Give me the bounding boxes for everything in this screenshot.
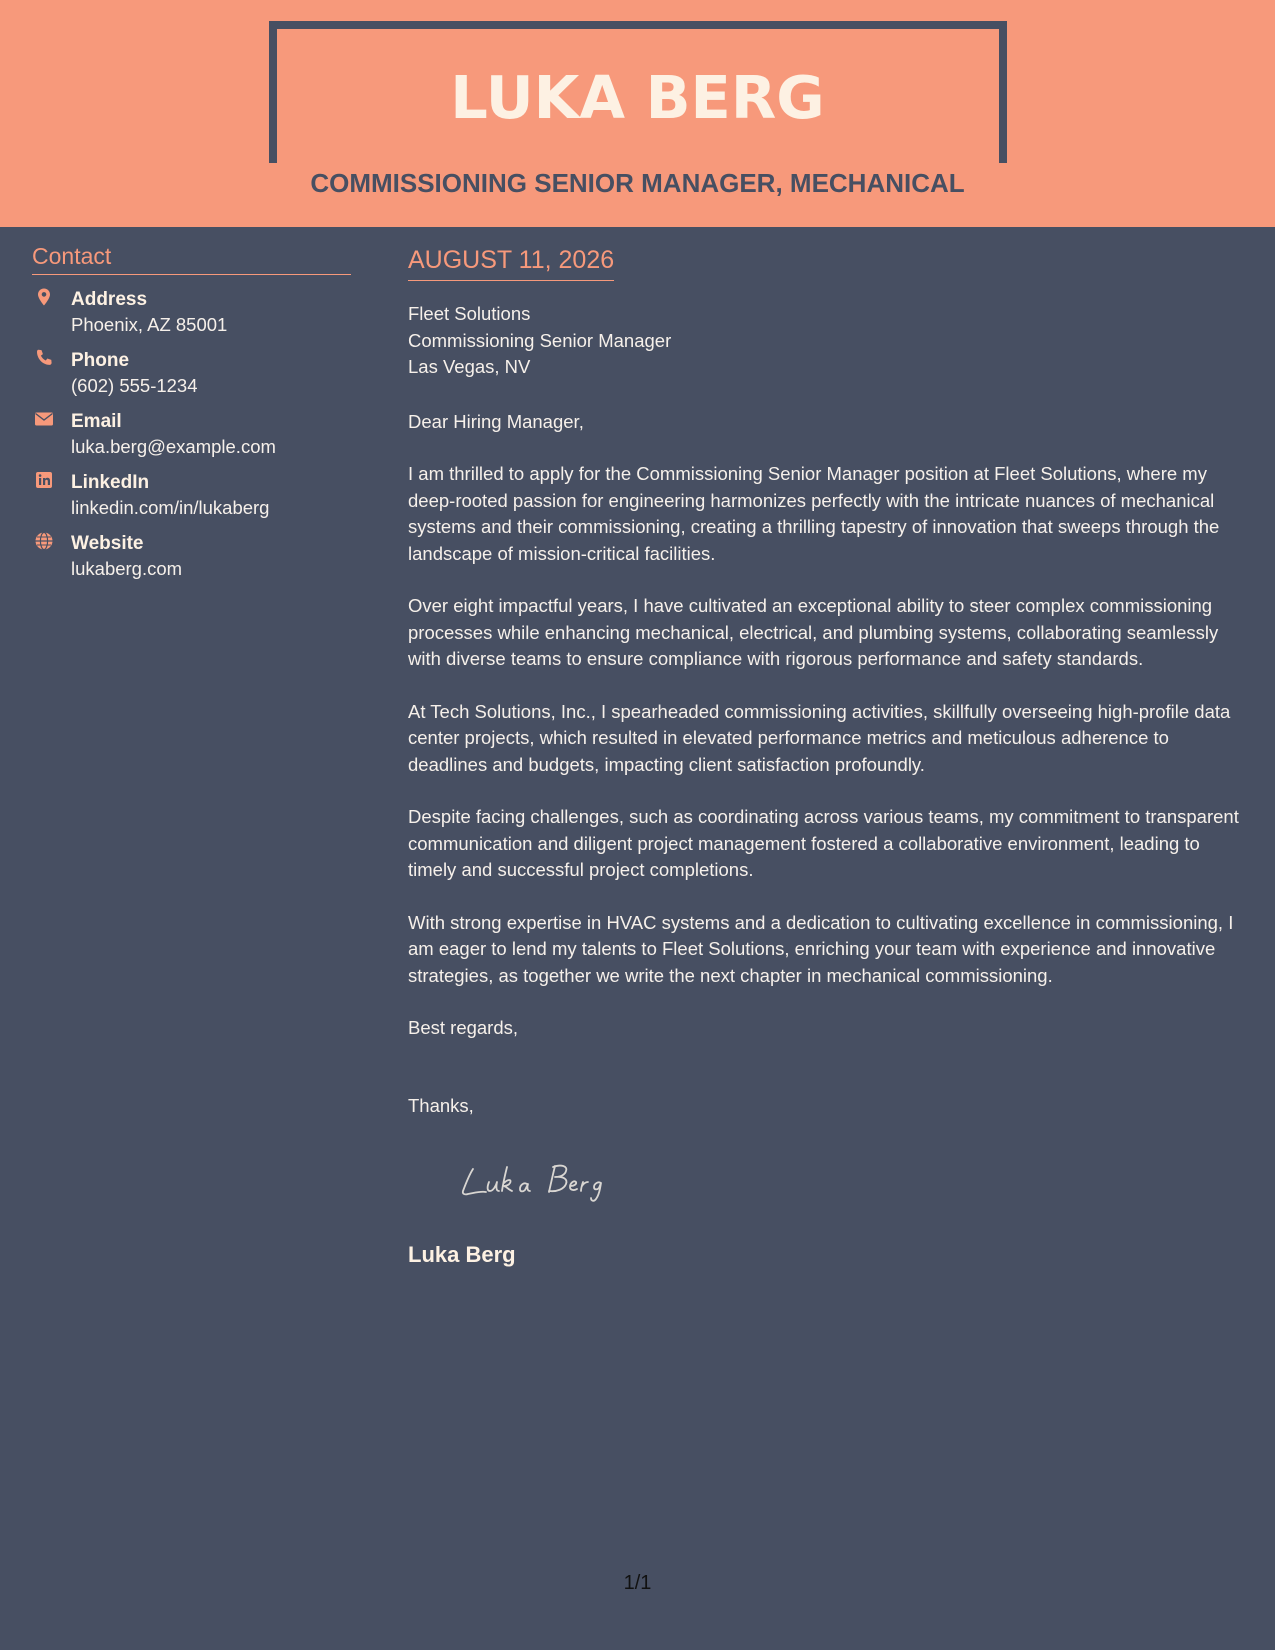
candidate-name: LUKA BERG (450, 63, 825, 132)
contact-label: Phone (71, 350, 130, 371)
signer-name: Luka Berg (408, 1242, 516, 1267)
closing: Best regards, (408, 1017, 519, 1038)
website-value[interactable]: lukaberg.com (71, 558, 183, 579)
contact-sidebar (32, 240, 351, 592)
page-number: 1/1 (623, 1572, 652, 1594)
phone-value: (602) 555-1234 (71, 375, 198, 396)
handwritten-signature (455, 1155, 635, 1205)
letter-paragraph: With strong expertise in HVAC systems and a dedication to cultivating excellence in commissioning, I am eager to lend my talents to Fleet Solutions, enriching your team with experience and innovative strategies, as together we write the next chapter in mechanical commissioning. (408, 911, 1234, 986)
letter-body (408, 240, 1248, 1119)
contact-item-website (32, 531, 351, 581)
letter-date: AUGUST 11, 2026 (408, 240, 614, 281)
contact-label: Address (71, 289, 148, 310)
thanks-line: Thanks, (408, 1094, 474, 1116)
linkedin-icon (34, 470, 54, 490)
contact-item-email (32, 409, 351, 459)
letter-paragraph: Despite facing challenges, such as coordinating across various teams, my commitment to transparent communication and diligent project management fostered a collaborative environment, leading to timely and successful project completions. (408, 806, 1239, 880)
email-value[interactable]: luka.berg@example.com (71, 436, 276, 457)
recipient-block (408, 301, 1248, 381)
envelope-icon (34, 409, 54, 429)
contact-item-address (32, 287, 351, 337)
globe-icon (34, 531, 54, 551)
recipient-company: Fleet Solutions (408, 303, 531, 324)
recipient-title: Commissioning Senior Manager (408, 329, 672, 351)
phone-icon (34, 348, 54, 368)
salutation: Dear Hiring Manager, (408, 410, 584, 432)
letter-paragraph: Over eight impactful years, I have cultivated an exceptional ability to steer complex commissioning processes while enhancing mechanical, electrical, and plumbing systems, collaborating seamlessly with diverse teams to ensure compliance with rigorous performance and safety standards. (408, 595, 1219, 669)
contact-label: LinkedIn (71, 472, 150, 493)
contact-label: Website (71, 533, 144, 554)
recipient-location: Las Vegas, NV (408, 356, 531, 377)
contact-label: Email (71, 411, 122, 432)
letter-paragraph: I am thrilled to apply for the Commissioning Senior Manager position at Fleet Solutions, where my deep-rooted passion for engineering harmonizes perfectly with the intricate nuances of mechanical systems and their commissioning, creating a thrilling tapestry of innovation that sweeps through the landscape of mission-critical facilities. (408, 463, 1220, 564)
address-value: Phoenix, AZ 85001 (71, 314, 228, 335)
linkedin-value[interactable]: linkedin.com/in/lukaberg (71, 497, 270, 518)
location-pin-icon (34, 287, 54, 307)
contact-item-linkedin (32, 470, 351, 520)
job-title: COMMISSIONING SENIOR MANAGER, MECHANICAL (310, 168, 965, 198)
contact-heading: Contact (32, 240, 351, 275)
contact-item-phone (32, 348, 351, 398)
header-banner (0, 0, 1275, 227)
letter-paragraph: At Tech Solutions, Inc., I spearheaded commissioning activities, skillfully overseeing high-profile data center projects, which resulted in elevated performance metrics and meticulous adherence to deadlines and budgets, impacting client satisfaction profoundly. (408, 700, 1231, 775)
